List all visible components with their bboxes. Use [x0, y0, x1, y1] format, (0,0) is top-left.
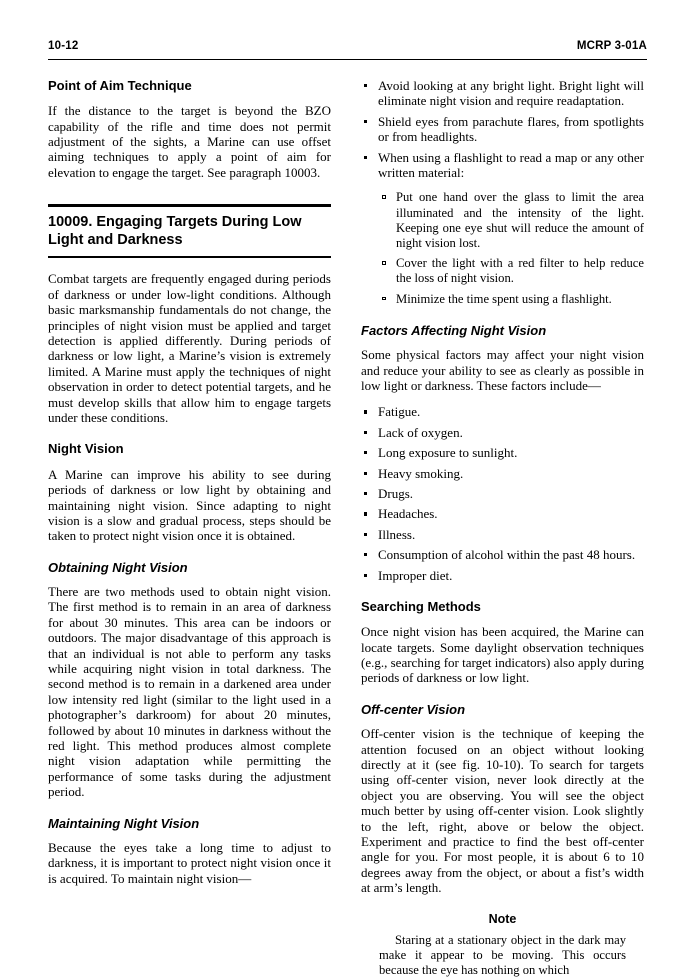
list-item: Consumption of alcohol within the past 48 hours.: [361, 547, 644, 562]
header-page-number: 10-12: [48, 40, 79, 52]
list-factors: [361, 404, 644, 583]
list-item: Long exposure to sunlight.: [361, 445, 644, 460]
list-item: Heavy smoking.: [361, 466, 644, 481]
numbered-section-heading: [48, 204, 331, 258]
paragraph-factors: Some physical factors may affect your night vision and reduce your ability to see as clearly as possible in low light or darkness. These factors include—: [361, 347, 644, 393]
list-item: Put one hand over the glass to limit the area illuminated and the intensity of the light. Keeping one eye shut will reduce the amount of night vision lost.: [379, 190, 644, 251]
note-text: [379, 933, 626, 978]
list-item: Drugs.: [361, 486, 644, 501]
list-item: Fatigue.: [361, 404, 644, 419]
paragraph-night-vision: A Marine can improve his ability to see during periods of darkness or low light by obtaining and maintaining night vision. Since adapting to night vision is a slow and gradual process, steps should be taken to protect night vision once it is obtained.: [48, 466, 331, 544]
page-header: [48, 40, 647, 60]
list-item: Avoid looking at any bright light. Bright light will eliminate night vision and require readaptation.: [361, 78, 644, 109]
section-rule-top: [48, 204, 331, 207]
list-item: When using a flashlight to read a map or any other written material:: [361, 150, 644, 181]
paragraph-obtaining-night-vision: There are two methods used to obtain night vision. The first method is to remain in an area of darkness for about 30 minutes. This area can be indoors or outdoors. The major disadvantage of this approach is that an individual is not able to perform any tasks while acquiring night vision in total darkness. The second method is to remain in a darkened area under low intensity red light (similar to the light used in a photographer’s darkroom) for about 20 minutes, followed by about 10 minutes in darkness without the red light. This method produces almost complete night vision adaptation while permitting the performance of some tasks during the adjustment period.: [48, 583, 331, 800]
header-publication: MCRP 3-01A: [576, 40, 647, 52]
paragraph-off-center-vision: Off-center vision is the technique of keeping the attention focused on an object without looking directly at it (see fig. 10-10). To search for targets using off-center vision, never look directly at the object you are observing. You will see the object much better by using off-center vision. Look slightly to the left, right, above or below the object. Experiment and practice to find the best off-center angle for you. For most people, it is about 6 to 10 degrees away from the object, or about a fist’s width at arm’s length.: [361, 726, 644, 896]
header-divider: [48, 59, 647, 60]
list-item: Minimize the time spent using a flashlight.: [379, 292, 644, 307]
list-item: Cover the light with a red filter to help reduce the loss of night vision.: [379, 256, 644, 286]
paragraph-10009: Combat targets are frequently engaged during periods of darkness or under low-light conditions. Although basic marksmanship fundamentals do not change, the principles of night vision must be applied and target detection is applied differently. During periods of darkness or low light, a Marine’s vision is extremely limited. A Marine must apply the techniques of night observation in order to detect potential targets, and he must develop skills that allow him to engage targets under these conditions.: [48, 271, 331, 426]
note-title: Note: [488, 911, 517, 926]
paragraph-maintaining-night-vision: Because the eyes take a long time to adjust to darkness, it is important to protect night vision once it is acquired. To maintain night vision—: [48, 839, 331, 886]
heading-obtaining-night-vision: Obtaining Night Vision: [48, 559, 188, 575]
heading-maintaining-night-vision: Maintaining Night Vision: [48, 815, 200, 831]
paragraph-searching-methods: Once night vision has been acquired, the Marine can locate targets. Some daylight observation techniques (e.g., searching for target indicators) also apply during periods of darkness or low light.: [361, 624, 644, 686]
two-column-body: [48, 78, 651, 977]
list-flashlight-sub-items: [361, 190, 644, 306]
list-item: Lack of oxygen.: [361, 425, 644, 440]
list-item: Shield eyes from parachute flares, from spotlights or from headlights.: [361, 114, 644, 145]
paragraph-point-of-aim: If the distance to the target is beyond the BZO capability of the rifle and time does not permit adjustment of the sights, a Marine can use offset aiming techniques to apply a point of aim for elevation to engage the target. See paragraph 10003.: [48, 103, 331, 180]
list-item: Headaches.: [361, 506, 644, 521]
section-rule-bottom: [48, 256, 331, 259]
heading-factors-affecting-night-vision: Factors Affecting Night Vision: [361, 322, 547, 338]
heading-night-vision: Night Vision: [48, 441, 124, 457]
heading-off-center-vision: Off-center Vision: [361, 701, 466, 717]
note-block: [361, 912, 644, 978]
list-maintain-night-vision: [361, 78, 644, 180]
note-text-content: Staring at a stationary object in the dark may make it appear to be moving. This occurs because the eye has nothing on which: [379, 932, 626, 977]
list-item: Illness.: [361, 527, 644, 542]
right-column: [361, 78, 644, 977]
heading-searching-methods: Searching Methods: [361, 598, 481, 614]
left-column: [48, 78, 331, 886]
heading-10009: 10009. Engaging Targets During Low Light and Darkness: [48, 213, 302, 249]
list-item: Improper diet.: [361, 568, 644, 583]
heading-point-of-aim: Point of Aim Technique: [48, 78, 192, 93]
